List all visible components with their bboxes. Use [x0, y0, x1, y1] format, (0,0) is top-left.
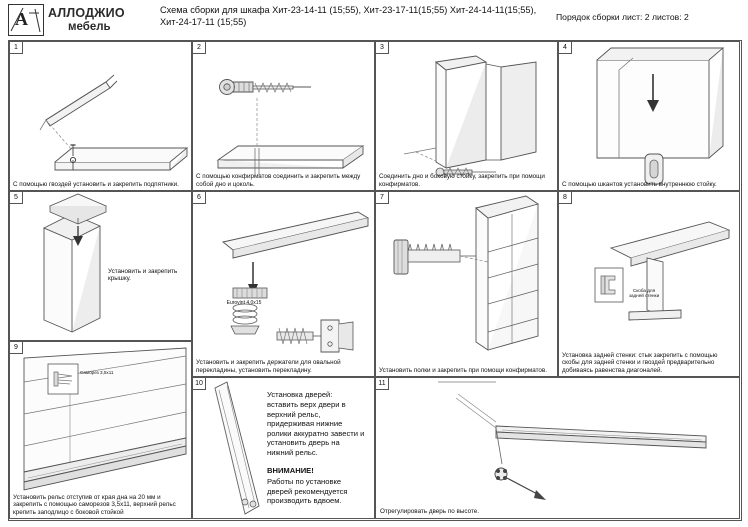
step-1-drawing — [10, 42, 192, 191]
sheet-order-label: Порядок сборки лист: 2 листов: 2 — [556, 12, 689, 22]
step-number: 6 — [193, 192, 206, 204]
step-number: 3 — [376, 42, 389, 54]
step-panel-10 — [192, 377, 375, 519]
step-2-drawing — [193, 42, 375, 191]
step-5-drawing — [10, 192, 192, 341]
step-caption: Установка задней стенки: стык закрепить с помощью скобы для задней стенки и гвоздей предварительно добиваясь равенства диагоналей. — [562, 351, 718, 374]
step-6-drawing — [193, 192, 375, 377]
step-7-drawing — [376, 192, 558, 377]
step-caption: С помощью шкантов установить внутреннюю стойку. — [562, 180, 717, 188]
step-panel-8 — [558, 191, 740, 377]
step-number: 8 — [559, 192, 572, 204]
step-number: 7 — [376, 192, 389, 204]
step-panel-7 — [375, 191, 558, 377]
logo-mark-icon — [8, 4, 44, 36]
bracket-label: Скоба для задней стенки — [628, 288, 660, 299]
step-caption: Установить и закрепить крышку. — [108, 268, 178, 283]
step-number: 2 — [193, 42, 206, 54]
brand-subtitle: мебель — [68, 21, 111, 33]
brand-logo — [8, 4, 148, 38]
logo-strokes-icon — [9, 5, 43, 35]
screw-label: Саморез 3,5х11 — [80, 370, 114, 375]
warning-title: ВНИМАНИЕ! — [267, 466, 314, 475]
step-panel-1 — [9, 41, 192, 191]
step-caption: С помощью гвоздей установить и закрепить подпятники. — [13, 180, 179, 188]
step-number: 11 — [376, 378, 389, 390]
step-panel-4 — [558, 41, 740, 191]
step-number: 4 — [559, 42, 572, 54]
grid-divider — [9, 340, 192, 341]
step-number: 1 — [10, 42, 23, 54]
sheet-title: Схема сборки для шкафа Хит-23-14-11 (15;55), Хит-23-17-11(15;55) Хит-24-14-11(15;55), Хит-24-17-11 (15;55) — [160, 5, 537, 27]
sheet-header — [0, 0, 748, 40]
step-caption: Установить и закрепить держатели для овальной перекладины, установить перекладину. — [196, 359, 341, 374]
step-caption: Отрегулировать дверь по высоте. — [380, 507, 480, 515]
step-panel-2 — [192, 41, 375, 191]
step-caption: Установить полки и закрепить при помощи конфирматов. — [379, 366, 548, 374]
step-3-drawing — [376, 42, 558, 191]
step-caption: Соединить дно и боковую стойку, закрепить при помощи конфирматов. — [379, 173, 545, 188]
step-panel-5 — [9, 191, 192, 341]
warning-body: Работы по установке дверей рекомендуется производить вдвоем. — [267, 477, 348, 506]
step-9-drawing — [10, 342, 192, 519]
step-panel-9 — [9, 341, 192, 519]
brand-name: АЛЛОДЖИО — [48, 6, 125, 20]
step-4-drawing — [559, 42, 740, 191]
door-install-body: вставить верх двери в верхний рельс, придерживая нижние ролики аккуратно завести и установить дверь на нижний рельс. — [267, 400, 365, 457]
step-8-drawing — [559, 192, 740, 377]
step-panel-6 — [192, 191, 375, 377]
step-11-drawing — [376, 378, 740, 519]
step-number: 9 — [10, 342, 23, 354]
logo-letter: А — [15, 9, 28, 29]
step-panel-3 — [375, 41, 558, 191]
step-caption: С помощью конфирматов соединить и закрепить между собой дно и цоколь. — [196, 173, 361, 188]
grid-divider — [192, 376, 740, 377]
step-number: 5 — [10, 192, 23, 204]
grid-divider — [9, 190, 192, 191]
step-caption: Установить рельс отступив от края дна на 20 мм и закрепить с помощью саморезов 3,5х11, верхний рельс крепить заподлицо с боковой стойкой — [13, 493, 176, 516]
step-panel-11 — [375, 377, 740, 519]
step-number: 10 — [193, 378, 206, 390]
screw-label: Eurovint 4,0x15 — [226, 300, 262, 306]
steps-grid — [8, 40, 742, 521]
door-install-title: Установка дверей: — [267, 390, 333, 399]
